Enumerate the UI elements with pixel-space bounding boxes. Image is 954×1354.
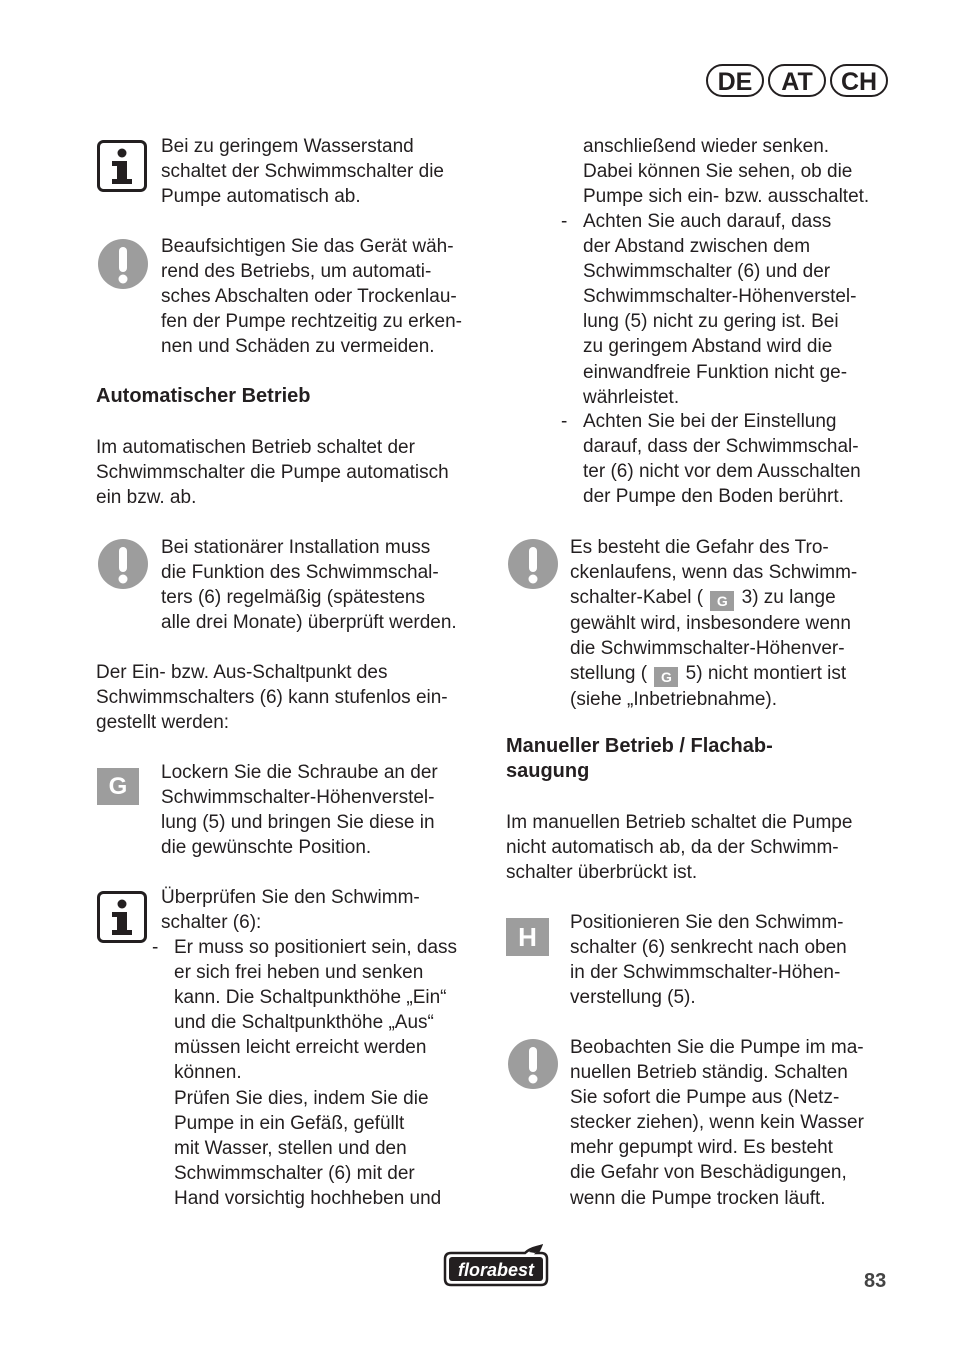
- figure-h-label: H: [506, 918, 549, 956]
- warning-icon: [507, 1038, 559, 1090]
- paragraph-manual: Im manuellen Betrieb schaltet die Pumpe nicht automatisch ab, da der Schwimm- schalter überbrückt ist.: [506, 812, 853, 884]
- bullet-dash: -: [561, 411, 568, 432]
- warning-icon: [97, 238, 149, 290]
- step-g-loosen-screw: Lockern Sie die Schraube an der Schwimmschalter-Höhenverstel- lung (5) und bringen Sie diese in die gewünschte Position.: [161, 762, 438, 859]
- figure-g-inline: G: [710, 591, 734, 611]
- country-badge-ch: CH: [830, 64, 888, 97]
- country-badge-de: DE: [706, 64, 764, 97]
- page-number: 83: [864, 1270, 887, 1292]
- warning-dry-run: Es besteht die Gefahr des Tro- ckenlaufens, wenn das Schwimm- schalter-Kabel ( G 3) zu lange gewählt wird, insbesondere wenn die Schwimmschalter-Höhenver- stellung ( G 5) nicht montiert ist (siehe „Inbetriebnahme).: [570, 537, 858, 711]
- bullet-position-check: Er muss so positioniert sein, dass er sich frei heben und senken kann. Die Schaltpunkthöhe „Ein“ und die Schaltpunkthöhe „Aus“ müssen leicht erreicht werden können. Prüfen Sie dies, indem Sie die Pumpe in ein Gefäß, gefüllt mit Wasser, stellen und den Schwimmschalter (6) mit der Hand vorsichtig hochheben und: [174, 937, 458, 1209]
- warning-icon: [507, 538, 559, 590]
- country-badges: [706, 64, 888, 97]
- bullet-floor-contact: Achten Sie bei der Einstellung darauf, dass der Schwimmschal- ter (6) nicht vor dem Ausschalten der Pumpe den Boden berührt.: [583, 411, 861, 508]
- heading-automatic-mode: Automatischer Betrieb: [96, 385, 311, 407]
- florabest-logo: [437, 1243, 551, 1289]
- info-icon: [97, 140, 147, 192]
- figure-g-label: G: [97, 768, 139, 805]
- heading-manual-mode: Manueller Betrieb / Flachab- saugung: [506, 735, 773, 782]
- warning-icon: [97, 538, 149, 590]
- country-badge-at: AT: [768, 64, 826, 97]
- step-h-position-switch: Positionieren Sie den Schwimm- schalter (6) senkrecht nach oben in der Schwimmschalter-Höhen- verstellung (5).: [570, 912, 847, 1009]
- note-check-float-switch: Überprüfen Sie den Schwimm- schalter (6):: [161, 887, 420, 934]
- warning-observe-pump: Beobachten Sie die Pumpe im ma- nuellen Betrieb ständig. Schalten Sie sofort die Pumpe aus (Netz- stecker ziehen), wenn kein Wasser mehr gepumpt wird. Es besteht die Gefahr von Beschädigungen, wenn die Pumpe trocken läuft.: [570, 1037, 864, 1209]
- warning-stationary: Bei stationärer Installation muss die Funktion des Schwimmschal- ters (6) regelmäßig (spätestens alle drei Monate) überprüft werden.: [161, 537, 457, 634]
- florabest-logo-text: florabest: [457, 1260, 535, 1280]
- bullet-dash: -: [152, 937, 159, 958]
- bullet-continuation: anschließend wieder senken. Dabei können Sie sehen, ob die Pumpe sich ein- bzw. ausschaltet.: [583, 136, 870, 208]
- note-low-water: Bei zu geringem Wasserstand schaltet der Schwimmschalter die Pumpe automatisch ab.: [161, 136, 444, 208]
- warning-supervise: Beaufsichtigen Sie das Gerät wäh- rend des Betriebs, um automati- sches Abschalten oder Trockenlau- fen der Pumpe rechtzeitig zu erken- nen und Schäden zu vermeiden.: [161, 236, 462, 358]
- paragraph-automatic: Im automatischen Betrieb schaltet der Schwimmschalter die Pumpe automatisch ein bzw. ab.: [96, 437, 449, 509]
- bullet-dash: -: [561, 211, 568, 232]
- bullet-distance: Achten Sie auch darauf, dass der Abstand zwischen dem Schwimmschalter (6) und der Schwimmschalter-Höhenverstel- lung (5) nicht zu gering ist. Bei zu geringem Abstand wird die einwandfreie Funktion nicht ge- währleistet.: [583, 211, 857, 408]
- figure-g-inline: G: [654, 667, 678, 687]
- info-icon: [97, 891, 147, 943]
- paragraph-switchpoint: Der Ein- bzw. Aus-Schaltpunkt des Schwimmschalters (6) kann stufenlos ein- gestellt werden:: [96, 662, 448, 734]
